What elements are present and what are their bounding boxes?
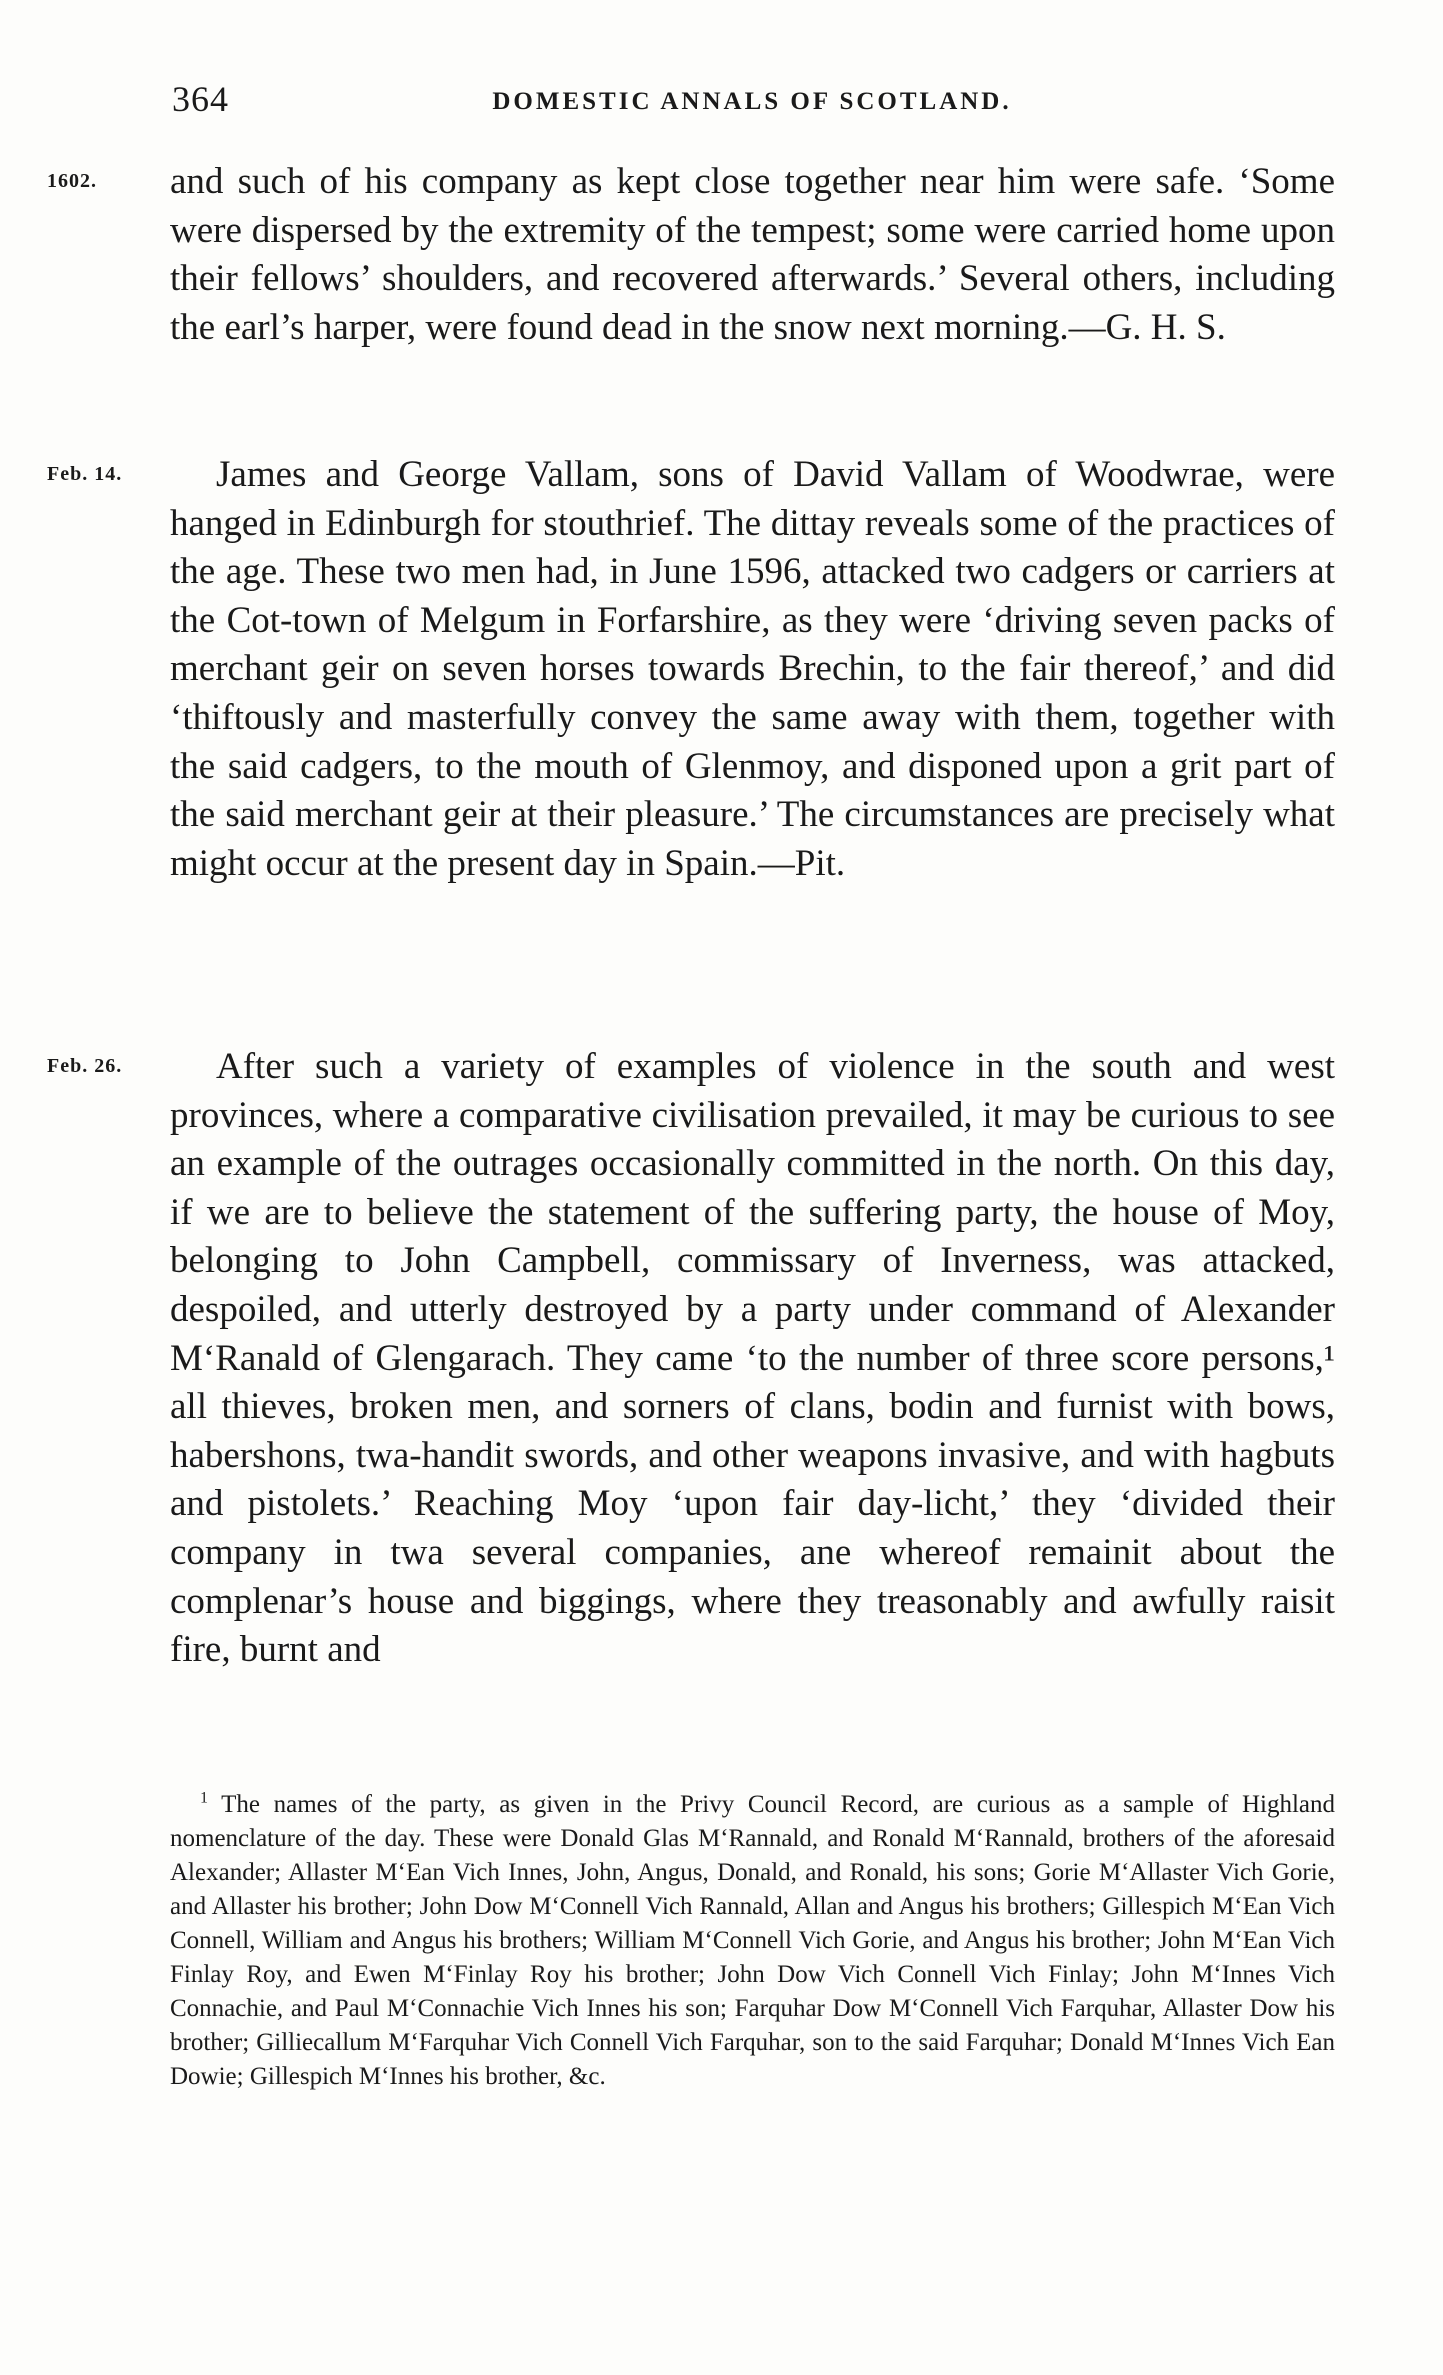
margin-date: Feb. 14. [47, 463, 123, 485]
paragraph: James and George Vallam, sons of David Vallam of Woodwrae, were hanged in Edinburgh for stouthrief. The dittay reveals some of the practices of the age. These two men had, in June 1596, attacked two cadgers or carriers at the Cot-town of Melgum in Forfarshire, as they were ‘driving seven packs of merchant geir on seven horses towards Brechin, to the fair thereof,’ and did ‘thiftously and masterfully convey the same away with them, together with the said cadgers, to the mouth of Glenmoy, and disponed upon a grit part of the said merchant geir at their pleasure.’ The circumstances are precisely what might occur at the present day in Spain.—Pit. [170, 454, 1335, 884]
footnote-mark: 1 [200, 1789, 208, 1807]
margin-date: 1602. [47, 170, 97, 192]
entry-feb-26 [47, 1043, 1335, 1675]
footnote [170, 1788, 1335, 2094]
paragraph: After such a variety of examples of violence in the south and west provinces, where a comparative civilisation prevailed, it may be curious to see an example of the outrages occasionally committed in the north. On this day, if we are to believe the statement of the suffering party, the house of Moy, belonging to John Campbell, commissary of Inverness, was attacked, despoiled, and utterly destroyed by a party under command of Alexander M‘Ranald of Glengarach. They came ‘to the number of three score persons,¹ all thieves, broken men, and sorners of clans, bodin and furnist with bows, habershons, twa-handit swords, and other weapons invasive, and with hagbuts and pistolets.’ Reaching Moy ‘upon fair day-licht,’ they ‘divided their company in twa several companies, ane whereof remainit about the complenar’s house and biggings, where they treasonably and awfully raisit fire, burnt and [170, 1046, 1335, 1671]
entry-1602 [47, 158, 1335, 352]
footnote-text: The names of the party, as given in the Privy Council Record, are curious as a sample of Highland nomenclature of the day. These were Donald Glas M‘Rannald, and Ronald M‘Rannald, brothers of the aforesaid Alexander; Allaster M‘Ean Vich Innes, John, Angus, Donald, and Ronald, his sons; Gorie M‘Allaster Vich Gorie, and Allaster his brother; John Dow M‘Connell Vich Rannald, Allan and Angus his brothers; Gillespich M‘Ean Vich Connell, William and Angus his brothers; William M‘Connell Vich Gorie, and Angus his brother; John M‘Ean Vich Finlay Roy, and Ewen M‘Finlay Roy his brother; John Dow Vich Connell Vich Finlay; John M‘Innes Vich Connachie, and Paul M‘Connachie Vich Innes his son; Farquhar Dow M‘Connell Vich Farquhar, Allaster Dow his brother; Gilliecallum M‘Farquhar Vich Connell Vich Farquhar, son to the said Farquhar; Donald M‘Innes Vich Ean Dowie; Gillespich M‘Innes his brother, &c. [170, 1791, 1335, 2090]
entry-feb-14 [47, 451, 1335, 888]
footnote-area [170, 1788, 1335, 2094]
page-number: 364 [172, 79, 229, 119]
page-header [172, 78, 1332, 130]
margin-date: Feb. 26. [47, 1055, 123, 1077]
running-title: DOMESTIC ANNALS OF SCOTLAND. [492, 88, 1012, 115]
paragraph: and such of his company as kept close together near him were safe. ‘Some were dispersed by the extremity of the tempest; some were carried home upon their fellows’ shoulders, and recovered afterwards.’ Several others, including the earl’s harper, were found dead in the snow next morning.—G. H. S. [170, 161, 1335, 348]
